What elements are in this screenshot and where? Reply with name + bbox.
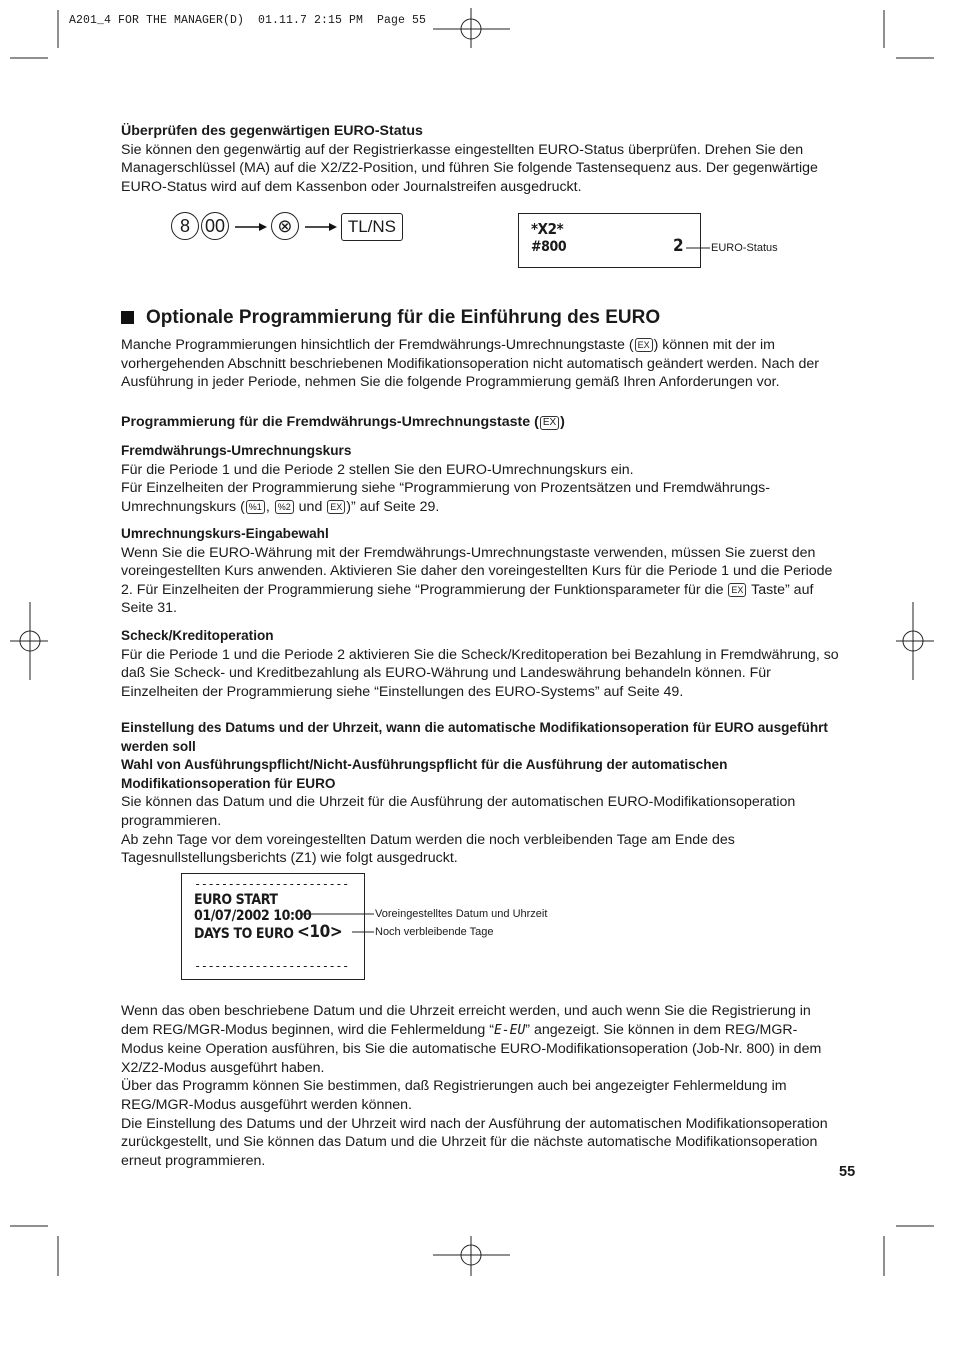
receipt-days-value: <10>	[297, 922, 343, 942]
ex-key: EX	[540, 416, 559, 430]
fx-rate-block	[121, 442, 841, 516]
fx-programming-heading: Programmierung für die Fremdwährungs-Umrechnungstaste ( EX )	[121, 414, 565, 430]
check-credit-heading: Scheck/Kreditoperation	[121, 628, 274, 643]
bullet-square-icon	[121, 311, 134, 324]
page-number: 55	[839, 1164, 856, 1180]
receipt-x2-line: *X2*	[531, 220, 564, 238]
receipt-bottom-dashes: -----------------------	[194, 959, 349, 973]
check-credit-body: Für die Periode 1 und die Periode 2 aktivieren Sie die Scheck/Kreditoperation bei Bezahlung in Fremdwährung, so daß Sie Scheck- und Kreditbezahlung als EURO-Währung und Landeswährung behandeln können. Für Einzelheiten der Programmierung siehe “Einstellungen des EURO-Systems” auf Seite 49.	[121, 646, 839, 700]
date-setting-heading1: Einstellung des Datums und der Uhrzeit, wann die automatische Modifikationsoperation für EURO ausgeführt werden soll	[121, 720, 828, 754]
date-setting-body1: Sie können das Datum und die Uhrzeit für die Ausführung der automatischen EURO-Modifikationsoperation programmieren.	[121, 794, 796, 829]
percent1-key: %1	[246, 500, 265, 514]
print-header: A201_4 FOR THE MANAGER(D) 01.11.7 2:15 PM Page 55	[69, 14, 427, 27]
ex-key: EX	[635, 338, 653, 352]
fx-rate-heading: Fremdwährungs-Umrechnungskurs	[121, 443, 352, 458]
remaining-days-callout: Noch verbleibende Tage	[375, 926, 494, 938]
fx-rate-line1: Für die Periode 1 und die Periode 2 stellen Sie den EURO-Umrechnungskurs ein.	[121, 461, 634, 478]
date-setting-body2: Ab zehn Tage vor dem voreingestellten Datum werden die noch verbleibenden Tage am Ende des Tagesnullstellungsberichts (Z1) wie folgt ausgedruckt.	[121, 831, 735, 867]
receipt-euro-start: EURO START	[194, 892, 278, 908]
receipt-date-time: 01/07/2002 10:00	[194, 908, 312, 924]
date-setting-heading2: Wahl von Ausführungspflicht/Nicht-Ausführungspflicht für die Ausführung der automatischen Modifikationsoperation für EURO	[121, 757, 728, 791]
check-credit-block	[121, 627, 841, 701]
key-8: 8	[171, 212, 199, 240]
section-intro: Manche Programmierungen hinsichtlich der Fremdwährungs-Umrechnungstaste ( EX ) können mit der im vorhergehenden Abschnitt beschriebenen Modifikationsoperation nicht automatisch geändert werden. Nach der Ausführung in jeder Periode, nehmen Sie die folgende Programmierung gemäß Ihren Anforderungen vor.	[121, 337, 819, 391]
ex-key: EX	[327, 500, 345, 514]
ex-key: EX	[728, 583, 746, 597]
section-title: Optionale Programmierung für die Einführung des EURO	[121, 309, 881, 329]
euro-status-callout: EURO-Status	[711, 242, 778, 254]
euro-status-body: Sie können den gegenwärtig auf der Registrierkasse eingestellten EURO-Status überprüfen. Drehen Sie den Managerschlüssel (MA) auf die X2/Z2-Position, und führen Sie folgende Tastensequenz aus. Der gegenwärtige EURO-Status wird auf dem Kassenbon oder Journalstreifen ausgedruckt.	[121, 141, 818, 195]
x2-receipt	[518, 213, 701, 268]
date-time-callout: Voreingestelltes Datum und Uhrzeit	[375, 908, 548, 920]
euro-status-leader	[686, 243, 710, 253]
arrow-right-icon	[233, 219, 267, 238]
key-00: 00	[201, 212, 229, 240]
receipt-top-dashes: -----------------------	[194, 877, 349, 891]
receipt-days-to-euro: DAYS TO EURO	[194, 926, 294, 942]
fx-rate-line3: Umrechnungskurs ( %1 , %2 und EX )” auf Seite 29.	[121, 498, 440, 515]
receipt-status-value: 2	[673, 236, 684, 256]
error-message-code: E-EU	[493, 1022, 526, 1038]
percent2-key: %2	[275, 500, 294, 514]
arrow-right-icon	[303, 219, 337, 238]
receipt-job-line: #800	[531, 239, 567, 255]
fx-entry-block: Umrechnungskurs-Eingabewahl Wenn Sie die EURO-Währung mit der Fremdwährungs-Umrechnungstaste verwenden, müssen Sie zuerst den voreingestellten Kurs anwenden. Aktivieren Sie daher den voreingestellten Kurs für die Periode 1 und die Periode 2. Für Einzelheiten der Programmierung siehe “Programmierung der Funktionsparameter für die EX Taste” auf Seite 31.	[121, 525, 841, 618]
key-sequence	[171, 212, 403, 241]
closing-p3: Die Einstellung des Datums und der Uhrzeit wird nach der Ausführung der automatischen Modifikationsoperation zurückgestellt, und Sie können das Datum und die Uhrzeit für die nächste automatische Modifikationsoperation erneut programmieren.	[121, 1115, 828, 1169]
closing-block	[121, 1002, 839, 1170]
euro-status-section	[121, 122, 841, 196]
date-callout-leaders	[300, 906, 376, 938]
closing-p2: Über das Programm können Sie bestimmen, daß Registrierungen auch bei angezeigter Fehlermeldung im REG/MGR-Modus ausgeführt werden können.	[121, 1078, 787, 1113]
fx-rate-line2: Für Einzelheiten der Programmierung siehe “Programmierung von Prozentsätzen und Fremdwährungs-	[121, 480, 770, 497]
fx-entry-heading: Umrechnungskurs-Eingabewahl	[121, 526, 329, 541]
date-setting-block	[121, 719, 841, 868]
key-tl-ns: TL/NS	[341, 213, 403, 241]
key-multiply: ⊗	[271, 212, 299, 240]
closing-p1: Wenn das oben beschriebene Datum und die Uhrzeit erreicht werden, und auch wenn Sie die Registrierung in dem REG/MGR-Modus beginnen, wird die Fehlermeldung “E-EU” angezeigt. Sie können in dem REG/MGR-Modus keine Operation ausführen, bis Sie die automatische EURO-Modifikationsoperation (Job-Nr. 800) in dem X2/Z2-Modus ausgeführt haben.	[121, 1003, 822, 1076]
euro-status-heading: Überprüfen des gegenwärtigen EURO-Status	[121, 123, 423, 139]
